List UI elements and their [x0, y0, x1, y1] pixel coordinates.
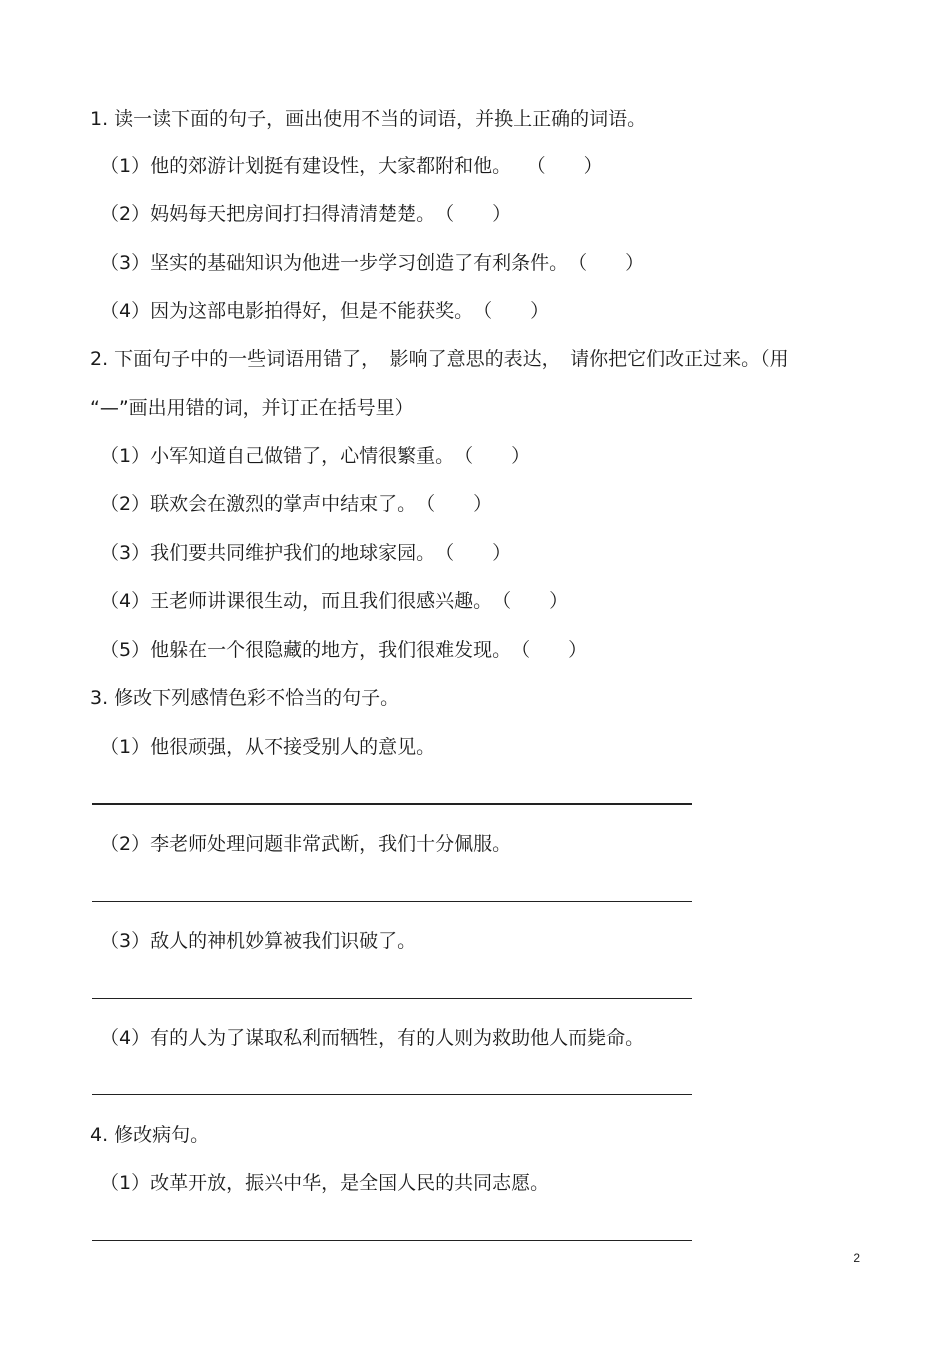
q2-title-line1: 2. 下面句子中的一些词语用错了， 影响了意思的表达， 请你把它们改正过来。（用 [90, 348, 789, 370]
q3-item-3: （3）敌人的神机妙算被我们识破了。 [100, 930, 417, 952]
q1-item-2: （2）妈妈每天把房间打扫得清清楚楚。 （ ） [100, 203, 512, 225]
answer-line[interactable] [92, 1094, 692, 1095]
q3-title: 3. 修改下列感情色彩不恰当的句子。 [90, 687, 400, 709]
q1-item-4: （4）因为这部电影拍得好，但是不能获奖。 （ ） [100, 300, 550, 322]
answer-line[interactable] [92, 803, 692, 805]
q4-title: 4. 修改病句。 [90, 1124, 210, 1146]
q2-title-line2: “—”画出用错的词，并订正在括号里） [90, 397, 414, 419]
q3-item-1: （1）他很顽强，从不接受别人的意见。 [100, 736, 436, 758]
q2-item-3: （3）我们要共同维护我们的地球家园。 （ ） [100, 542, 512, 564]
q3-item-4: （4）有的人为了谋取私利而牺牲，有的人则为救助他人而毙命。 [100, 1027, 645, 1049]
answer-line[interactable] [92, 998, 692, 999]
q2-item-4: （4）王老师讲课很生动，而且我们很感兴趣。 （ ） [100, 590, 569, 612]
answer-line[interactable] [92, 1240, 692, 1241]
q1-item-3: （3）坚实的基础知识为他进一步学习创造了有利条件。 （ ） [100, 252, 645, 274]
q1-title: 1. 读一读下面的句子，画出使用不当的词语，并换上正确的词语。 [90, 108, 647, 130]
q2-item-2: （2）联欢会在激烈的掌声中结束了。 （ ） [100, 493, 493, 515]
q2-item-5: （5）他躲在一个很隐藏的地方，我们很难发现。 （ ） [100, 639, 588, 661]
q2-item-1: （1）小军知道自己做错了，心情很繁重。 （ ） [100, 445, 531, 467]
q3-item-2: （2）李老师处理问题非常武断，我们十分佩服。 [100, 833, 512, 855]
q1-item-1: （1）他的郊游计划挺有建设性，大家都附和他。 （ ） [100, 155, 603, 177]
page-number: 2 [853, 1251, 860, 1265]
answer-line[interactable] [92, 901, 692, 902]
q4-item-1: （1）改革开放，振兴中华，是全国人民的共同志愿。 [100, 1172, 550, 1194]
